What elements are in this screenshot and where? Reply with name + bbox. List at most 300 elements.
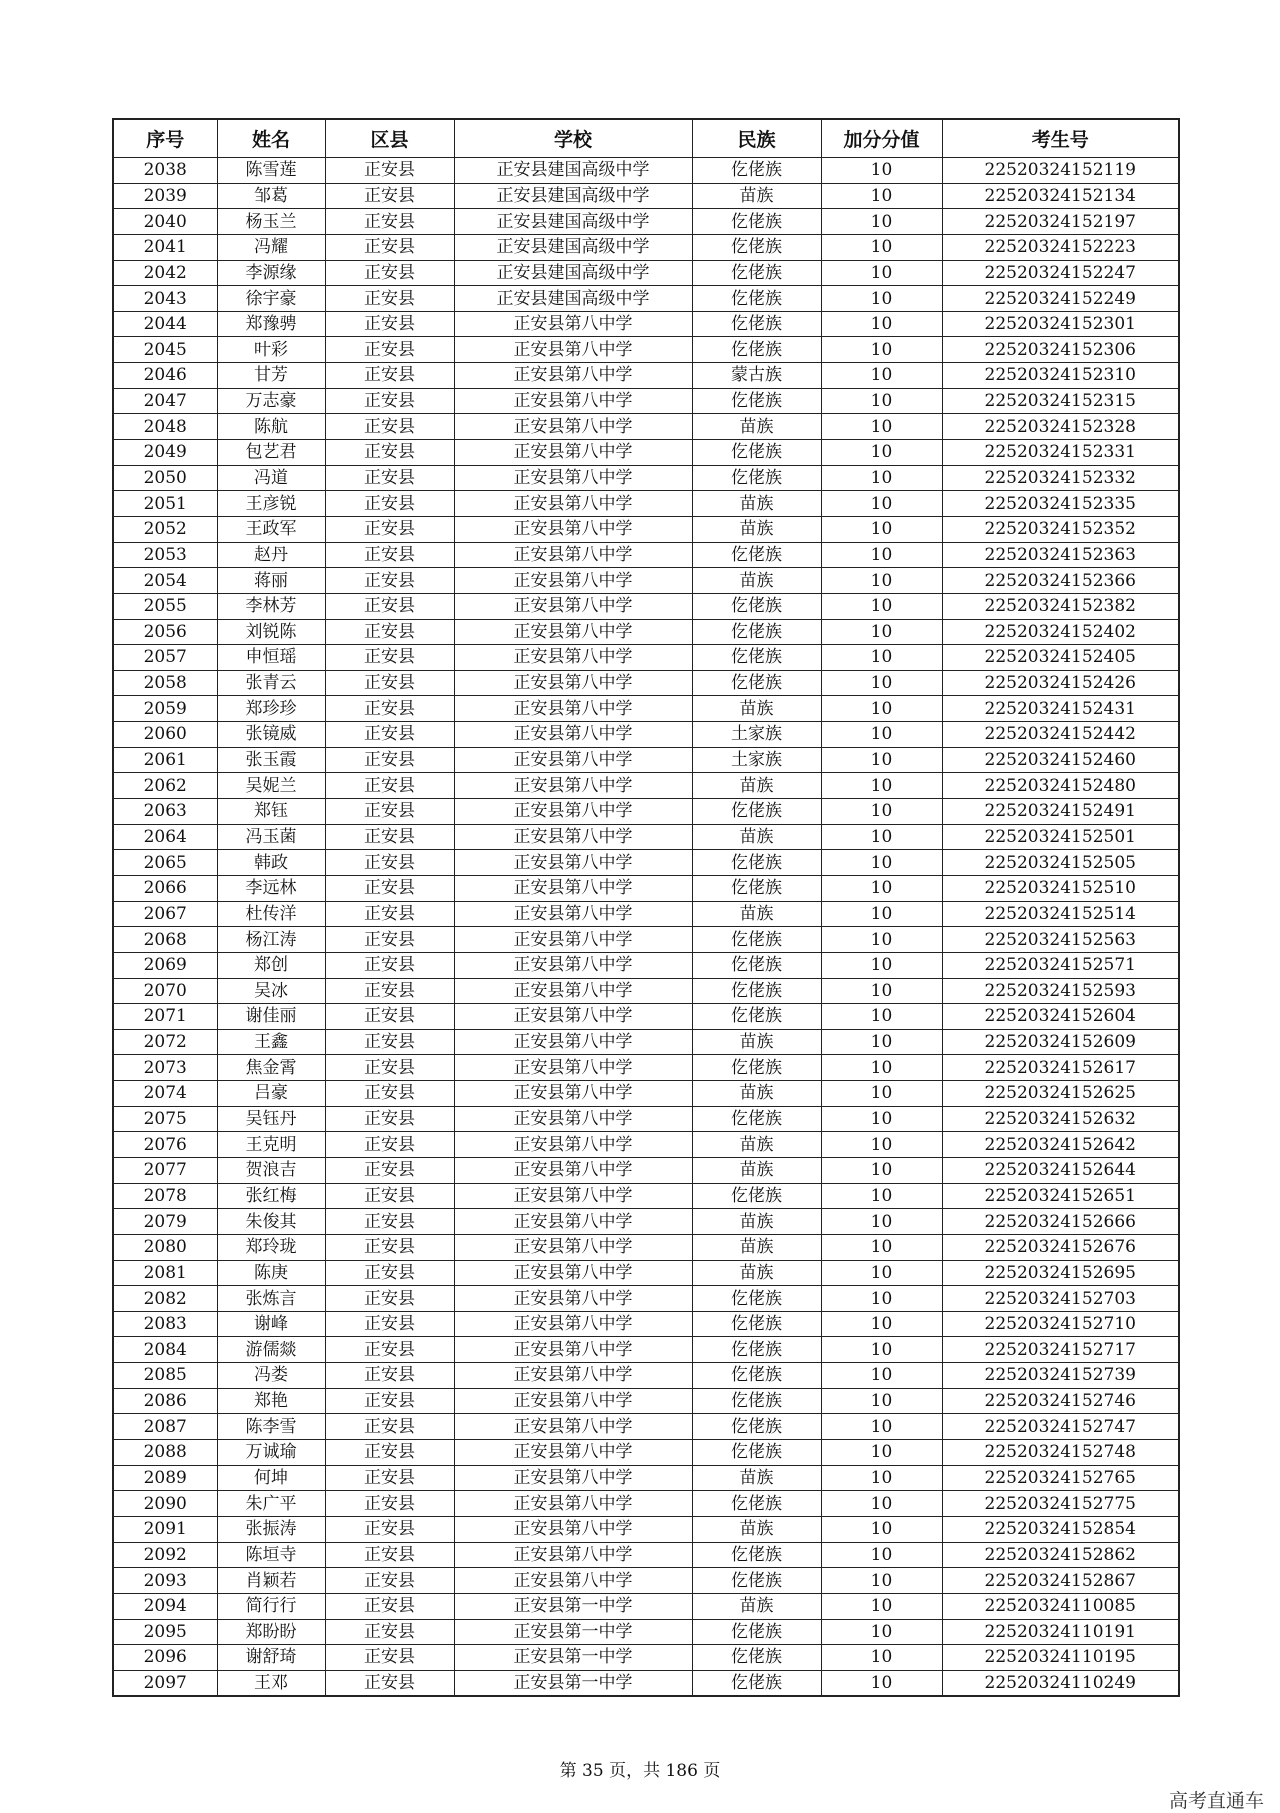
cell-ethnicity: 仡佬族: [692, 1388, 821, 1414]
cell-county: 正安县: [325, 1414, 454, 1440]
cell-index: 2080: [113, 1234, 217, 1260]
cell-school: 正安县建国高级中学: [454, 286, 692, 312]
cell-bonus: 10: [821, 491, 942, 517]
cell-exam-id: 22520324152854: [942, 1516, 1179, 1542]
cell-school: 正安县第八中学: [454, 440, 692, 466]
cell-exam-id: 22520324152301: [942, 311, 1179, 337]
watermark-text: 高考直通车: [1168, 1790, 1264, 1812]
cell-index: 2054: [113, 568, 217, 594]
cell-bonus: 10: [821, 1157, 942, 1183]
cell-index: 2045: [113, 337, 217, 363]
cell-index: 2044: [113, 311, 217, 337]
table-row: [113, 1286, 1179, 1312]
cell-ethnicity: 仡佬族: [692, 1337, 821, 1363]
cell-index: 2090: [113, 1491, 217, 1517]
table-row: [113, 234, 1179, 260]
cell-exam-id: 22520324152867: [942, 1568, 1179, 1594]
table-row: [113, 1260, 1179, 1286]
cell-ethnicity: 仡佬族: [692, 260, 821, 286]
cell-school: 正安县第八中学: [454, 850, 692, 876]
cell-county: 正安县: [325, 799, 454, 825]
cell-name: 贺浪吉: [217, 1157, 325, 1183]
cell-ethnicity: 仡佬族: [692, 1568, 821, 1594]
table-row: [113, 1337, 1179, 1363]
cell-ethnicity: 仡佬族: [692, 927, 821, 953]
cell-exam-id: 22520324152593: [942, 978, 1179, 1004]
cell-exam-id: 22520324152363: [942, 542, 1179, 568]
header-ethnicity: 民族: [692, 119, 821, 158]
cell-name: 冯耀: [217, 234, 325, 260]
cell-index: 2075: [113, 1106, 217, 1132]
cell-bonus: 10: [821, 773, 942, 799]
cell-county: 正安县: [325, 952, 454, 978]
cell-school: 正安县第一中学: [454, 1670, 692, 1696]
table-row: [113, 1106, 1179, 1132]
cell-county: 正安县: [325, 516, 454, 542]
cell-county: 正安县: [325, 901, 454, 927]
cell-bonus: 10: [821, 234, 942, 260]
cell-exam-id: 22520324152703: [942, 1286, 1179, 1312]
table-row: [113, 799, 1179, 825]
cell-index: 2050: [113, 465, 217, 491]
cell-exam-id: 22520324152765: [942, 1465, 1179, 1491]
table-row: [113, 1004, 1179, 1030]
cell-county: 正安县: [325, 1183, 454, 1209]
cell-school: 正安县建国高级中学: [454, 183, 692, 209]
cell-exam-id: 22520324110195: [942, 1645, 1179, 1671]
cell-index: 2057: [113, 645, 217, 671]
cell-school: 正安县第八中学: [454, 1568, 692, 1594]
cell-county: 正安县: [325, 1055, 454, 1081]
cell-county: 正安县: [325, 1465, 454, 1491]
cell-ethnicity: 仡佬族: [692, 670, 821, 696]
table-row: [113, 1440, 1179, 1466]
cell-ethnicity: 苗族: [692, 696, 821, 722]
cell-county: 正安县: [325, 286, 454, 312]
header-bonus: 加分分值: [821, 119, 942, 158]
table-row: [113, 645, 1179, 671]
cell-school: 正安县第八中学: [454, 593, 692, 619]
cell-index: 2083: [113, 1311, 217, 1337]
cell-exam-id: 22520324152617: [942, 1055, 1179, 1081]
cell-exam-id: 22520324152632: [942, 1106, 1179, 1132]
cell-school: 正安县第八中学: [454, 1286, 692, 1312]
table-row: [113, 696, 1179, 722]
table-row: [113, 773, 1179, 799]
cell-bonus: 10: [821, 286, 942, 312]
cell-name: 吴冰: [217, 978, 325, 1004]
cell-bonus: 10: [821, 465, 942, 491]
cell-index: 2040: [113, 209, 217, 235]
cell-county: 正安县: [325, 440, 454, 466]
cell-school: 正安县第八中学: [454, 1414, 692, 1440]
cell-index: 2092: [113, 1542, 217, 1568]
cell-exam-id: 22520324152604: [942, 1004, 1179, 1030]
cell-name: 陈庚: [217, 1260, 325, 1286]
cell-name: 陈垣寺: [217, 1542, 325, 1568]
cell-ethnicity: 仡佬族: [692, 1311, 821, 1337]
table-row: [113, 1593, 1179, 1619]
cell-name: 王邓: [217, 1670, 325, 1696]
cell-name: 谢佳丽: [217, 1004, 325, 1030]
cell-school: 正安县第八中学: [454, 1132, 692, 1158]
cell-school: 正安县第八中学: [454, 1209, 692, 1235]
cell-ethnicity: 仡佬族: [692, 234, 821, 260]
cell-bonus: 10: [821, 952, 942, 978]
cell-county: 正安县: [325, 696, 454, 722]
cell-exam-id: 22520324152642: [942, 1132, 1179, 1158]
table-row: [113, 927, 1179, 953]
cell-index: 2073: [113, 1055, 217, 1081]
cell-school: 正安县第八中学: [454, 696, 692, 722]
table-row: [113, 440, 1179, 466]
cell-bonus: 10: [821, 1363, 942, 1389]
table-row: [113, 260, 1179, 286]
cell-bonus: 10: [821, 516, 942, 542]
header-index: 序号: [113, 119, 217, 158]
cell-ethnicity: 仡佬族: [692, 337, 821, 363]
cell-county: 正安县: [325, 927, 454, 953]
cell-name: 简行行: [217, 1593, 325, 1619]
cell-school: 正安县第一中学: [454, 1619, 692, 1645]
cell-school: 正安县第八中学: [454, 1388, 692, 1414]
table-row: [113, 183, 1179, 209]
cell-bonus: 10: [821, 1004, 942, 1030]
cell-county: 正安县: [325, 1081, 454, 1107]
cell-ethnicity: 仡佬族: [692, 619, 821, 645]
cell-county: 正安县: [325, 568, 454, 594]
cell-name: 吴钰丹: [217, 1106, 325, 1132]
cell-bonus: 10: [821, 747, 942, 773]
cell-bonus: 10: [821, 645, 942, 671]
header-name: 姓名: [217, 119, 325, 158]
cell-name: 王鑫: [217, 1029, 325, 1055]
cell-county: 正安县: [325, 491, 454, 517]
table-header-row: [113, 119, 1179, 158]
cell-school: 正安县第八中学: [454, 1106, 692, 1132]
cell-index: 2052: [113, 516, 217, 542]
cell-ethnicity: 苗族: [692, 414, 821, 440]
cell-ethnicity: 仡佬族: [692, 388, 821, 414]
cell-school: 正安县第八中学: [454, 1183, 692, 1209]
cell-bonus: 10: [821, 440, 942, 466]
cell-index: 2041: [113, 234, 217, 260]
cell-exam-id: 22520324152402: [942, 619, 1179, 645]
cell-county: 正安县: [325, 824, 454, 850]
cell-index: 2079: [113, 1209, 217, 1235]
cell-name: 李源缘: [217, 260, 325, 286]
cell-county: 正安县: [325, 1670, 454, 1696]
cell-name: 陈李雪: [217, 1414, 325, 1440]
cell-exam-id: 22520324152676: [942, 1234, 1179, 1260]
cell-index: 2077: [113, 1157, 217, 1183]
cell-name: 杜传洋: [217, 901, 325, 927]
cell-bonus: 10: [821, 1209, 942, 1235]
cell-county: 正安县: [325, 1542, 454, 1568]
cell-ethnicity: 蒙古族: [692, 363, 821, 389]
cell-ethnicity: 苗族: [692, 1516, 821, 1542]
cell-index: 2094: [113, 1593, 217, 1619]
cell-bonus: 10: [821, 158, 942, 184]
table-row: [113, 952, 1179, 978]
cell-name: 陈航: [217, 414, 325, 440]
cell-bonus: 10: [821, 1337, 942, 1363]
table-row: [113, 516, 1179, 542]
table-row: [113, 1363, 1179, 1389]
cell-exam-id: 22520324152710: [942, 1311, 1179, 1337]
cell-school: 正安县第八中学: [454, 337, 692, 363]
cell-county: 正安县: [325, 1157, 454, 1183]
cell-index: 2047: [113, 388, 217, 414]
cell-index: 2074: [113, 1081, 217, 1107]
cell-bonus: 10: [821, 1055, 942, 1081]
cell-county: 正安县: [325, 1209, 454, 1235]
table-row: [113, 850, 1179, 876]
cell-bonus: 10: [821, 1542, 942, 1568]
cell-exam-id: 22520324152382: [942, 593, 1179, 619]
cell-index: 2088: [113, 1440, 217, 1466]
table-row: [113, 978, 1179, 1004]
cell-ethnicity: 仡佬族: [692, 1440, 821, 1466]
cell-school: 正安县第八中学: [454, 388, 692, 414]
cell-county: 正安县: [325, 1363, 454, 1389]
cell-ethnicity: 仡佬族: [692, 1670, 821, 1696]
cell-exam-id: 22520324152717: [942, 1337, 1179, 1363]
cell-name: 冯娄: [217, 1363, 325, 1389]
cell-index: 2093: [113, 1568, 217, 1594]
cell-bonus: 10: [821, 1286, 942, 1312]
cell-school: 正安县第八中学: [454, 491, 692, 517]
cell-exam-id: 22520324152666: [942, 1209, 1179, 1235]
cell-name: 李林芳: [217, 593, 325, 619]
cell-exam-id: 22520324152644: [942, 1157, 1179, 1183]
cell-school: 正安县建国高级中学: [454, 234, 692, 260]
cell-school: 正安县第一中学: [454, 1645, 692, 1671]
cell-name: 叶彩: [217, 337, 325, 363]
table-row: [113, 1542, 1179, 1568]
table-row: [113, 1132, 1179, 1158]
cell-name: 徐宇豪: [217, 286, 325, 312]
table-row: [113, 1645, 1179, 1671]
cell-exam-id: 22520324110249: [942, 1670, 1179, 1696]
cell-exam-id: 22520324152501: [942, 824, 1179, 850]
table-row: [113, 1157, 1179, 1183]
cell-ethnicity: 土家族: [692, 722, 821, 748]
cell-school: 正安县第八中学: [454, 465, 692, 491]
cell-exam-id: 22520324152431: [942, 696, 1179, 722]
cell-index: 2048: [113, 414, 217, 440]
cell-name: 杨玉兰: [217, 209, 325, 235]
cell-index: 2039: [113, 183, 217, 209]
table-row: [113, 901, 1179, 927]
cell-school: 正安县第八中学: [454, 978, 692, 1004]
cell-bonus: 10: [821, 1260, 942, 1286]
cell-index: 2097: [113, 1670, 217, 1696]
table-row: [113, 388, 1179, 414]
cell-county: 正安县: [325, 645, 454, 671]
cell-index: 2084: [113, 1337, 217, 1363]
cell-index: 2062: [113, 773, 217, 799]
cell-index: 2072: [113, 1029, 217, 1055]
cell-school: 正安县第八中学: [454, 747, 692, 773]
cell-ethnicity: 仡佬族: [692, 850, 821, 876]
cell-ethnicity: 苗族: [692, 1157, 821, 1183]
cell-index: 2043: [113, 286, 217, 312]
cell-school: 正安县第八中学: [454, 901, 692, 927]
cell-index: 2046: [113, 363, 217, 389]
header-county: 区县: [325, 119, 454, 158]
cell-ethnicity: 仡佬族: [692, 645, 821, 671]
cell-ethnicity: 仡佬族: [692, 1414, 821, 1440]
cell-bonus: 10: [821, 1081, 942, 1107]
cell-bonus: 10: [821, 1670, 942, 1696]
page-number: 第 35 页，共 186 页: [559, 1761, 721, 1781]
cell-name: 冯玉菌: [217, 824, 325, 850]
cell-index: 2096: [113, 1645, 217, 1671]
cell-school: 正安县第八中学: [454, 645, 692, 671]
cell-county: 正安县: [325, 747, 454, 773]
cell-exam-id: 22520324152510: [942, 875, 1179, 901]
cell-ethnicity: 仡佬族: [692, 1286, 821, 1312]
cell-bonus: 10: [821, 183, 942, 209]
cell-bonus: 10: [821, 696, 942, 722]
cell-school: 正安县第八中学: [454, 1363, 692, 1389]
table-row: [113, 1311, 1179, 1337]
cell-index: 2071: [113, 1004, 217, 1030]
cell-school: 正安县第八中学: [454, 1055, 692, 1081]
cell-bonus: 10: [821, 978, 942, 1004]
cell-ethnicity: 仡佬族: [692, 1619, 821, 1645]
cell-bonus: 10: [821, 1414, 942, 1440]
cell-bonus: 10: [821, 1440, 942, 1466]
cell-index: 2067: [113, 901, 217, 927]
cell-index: 2053: [113, 542, 217, 568]
cell-county: 正安县: [325, 183, 454, 209]
cell-exam-id: 22520324152480: [942, 773, 1179, 799]
cell-county: 正安县: [325, 875, 454, 901]
cell-exam-id: 22520324152328: [942, 414, 1179, 440]
table-row: [113, 593, 1179, 619]
cell-county: 正安县: [325, 1286, 454, 1312]
cell-county: 正安县: [325, 850, 454, 876]
cell-ethnicity: 苗族: [692, 901, 821, 927]
cell-exam-id: 22520324152134: [942, 183, 1179, 209]
cell-exam-id: 22520324152310: [942, 363, 1179, 389]
cell-school: 正安县第八中学: [454, 1440, 692, 1466]
cell-ethnicity: 仡佬族: [692, 978, 821, 1004]
cell-bonus: 10: [821, 1029, 942, 1055]
cell-bonus: 10: [821, 1593, 942, 1619]
cell-school: 正安县第八中学: [454, 952, 692, 978]
cell-index: 2055: [113, 593, 217, 619]
cell-ethnicity: 苗族: [692, 183, 821, 209]
cell-ethnicity: 苗族: [692, 1234, 821, 1260]
cell-name: 冯道: [217, 465, 325, 491]
cell-ethnicity: 苗族: [692, 1260, 821, 1286]
cell-school: 正安县第八中学: [454, 311, 692, 337]
cell-school: 正安县建国高级中学: [454, 209, 692, 235]
cell-index: 2091: [113, 1516, 217, 1542]
cell-exam-id: 22520324152405: [942, 645, 1179, 671]
cell-exam-id: 22520324152775: [942, 1491, 1179, 1517]
cell-bonus: 10: [821, 209, 942, 235]
cell-county: 正安县: [325, 542, 454, 568]
cell-county: 正安县: [325, 670, 454, 696]
cell-exam-id: 22520324152514: [942, 901, 1179, 927]
cell-county: 正安县: [325, 388, 454, 414]
table-row: [113, 1209, 1179, 1235]
cell-school: 正安县第八中学: [454, 1311, 692, 1337]
cell-school: 正安县第八中学: [454, 824, 692, 850]
cell-name: 包艺君: [217, 440, 325, 466]
table-row: [113, 209, 1179, 235]
cell-name: 游儒燚: [217, 1337, 325, 1363]
cell-ethnicity: 仡佬族: [692, 593, 821, 619]
cell-index: 2065: [113, 850, 217, 876]
cell-exam-id: 22520324152249: [942, 286, 1179, 312]
cell-bonus: 10: [821, 568, 942, 594]
cell-exam-id: 22520324152306: [942, 337, 1179, 363]
cell-name: 焦金霄: [217, 1055, 325, 1081]
cell-exam-id: 22520324152442: [942, 722, 1179, 748]
cell-ethnicity: 仡佬族: [692, 1542, 821, 1568]
cell-bonus: 10: [821, 619, 942, 645]
cell-school: 正安县第八中学: [454, 1542, 692, 1568]
cell-bonus: 10: [821, 414, 942, 440]
cell-name: 刘锐陈: [217, 619, 325, 645]
cell-bonus: 10: [821, 1234, 942, 1260]
table-row: [113, 1055, 1179, 1081]
cell-bonus: 10: [821, 1106, 942, 1132]
cell-index: 2078: [113, 1183, 217, 1209]
cell-ethnicity: 仡佬族: [692, 158, 821, 184]
cell-county: 正安县: [325, 773, 454, 799]
cell-ethnicity: 苗族: [692, 773, 821, 799]
cell-ethnicity: 仡佬族: [692, 1106, 821, 1132]
cell-county: 正安县: [325, 1311, 454, 1337]
table-row: [113, 363, 1179, 389]
cell-index: 2056: [113, 619, 217, 645]
table-row: [113, 875, 1179, 901]
cell-county: 正安县: [325, 722, 454, 748]
cell-name: 郑豫骋: [217, 311, 325, 337]
cell-school: 正安县第八中学: [454, 670, 692, 696]
cell-exam-id: 22520324152505: [942, 850, 1179, 876]
cell-school: 正安县建国高级中学: [454, 158, 692, 184]
table-row: [113, 465, 1179, 491]
table-row: [113, 158, 1179, 184]
table-row: [113, 414, 1179, 440]
cell-school: 正安县第八中学: [454, 542, 692, 568]
cell-ethnicity: 仡佬族: [692, 1645, 821, 1671]
cell-exam-id: 22520324152426: [942, 670, 1179, 696]
cell-ethnicity: 仡佬族: [692, 799, 821, 825]
cell-ethnicity: 仡佬族: [692, 1491, 821, 1517]
cell-name: 赵丹: [217, 542, 325, 568]
cell-exam-id: 22520324152332: [942, 465, 1179, 491]
cell-school: 正安县第一中学: [454, 1593, 692, 1619]
cell-bonus: 10: [821, 1619, 942, 1645]
cell-name: 张青云: [217, 670, 325, 696]
cell-ethnicity: 苗族: [692, 1465, 821, 1491]
cell-index: 2069: [113, 952, 217, 978]
table-row: [113, 1619, 1179, 1645]
cell-exam-id: 22520324152247: [942, 260, 1179, 286]
cell-name: 邹葛: [217, 183, 325, 209]
cell-school: 正安县第八中学: [454, 799, 692, 825]
cell-school: 正安县第八中学: [454, 1081, 692, 1107]
cell-county: 正安县: [325, 1132, 454, 1158]
